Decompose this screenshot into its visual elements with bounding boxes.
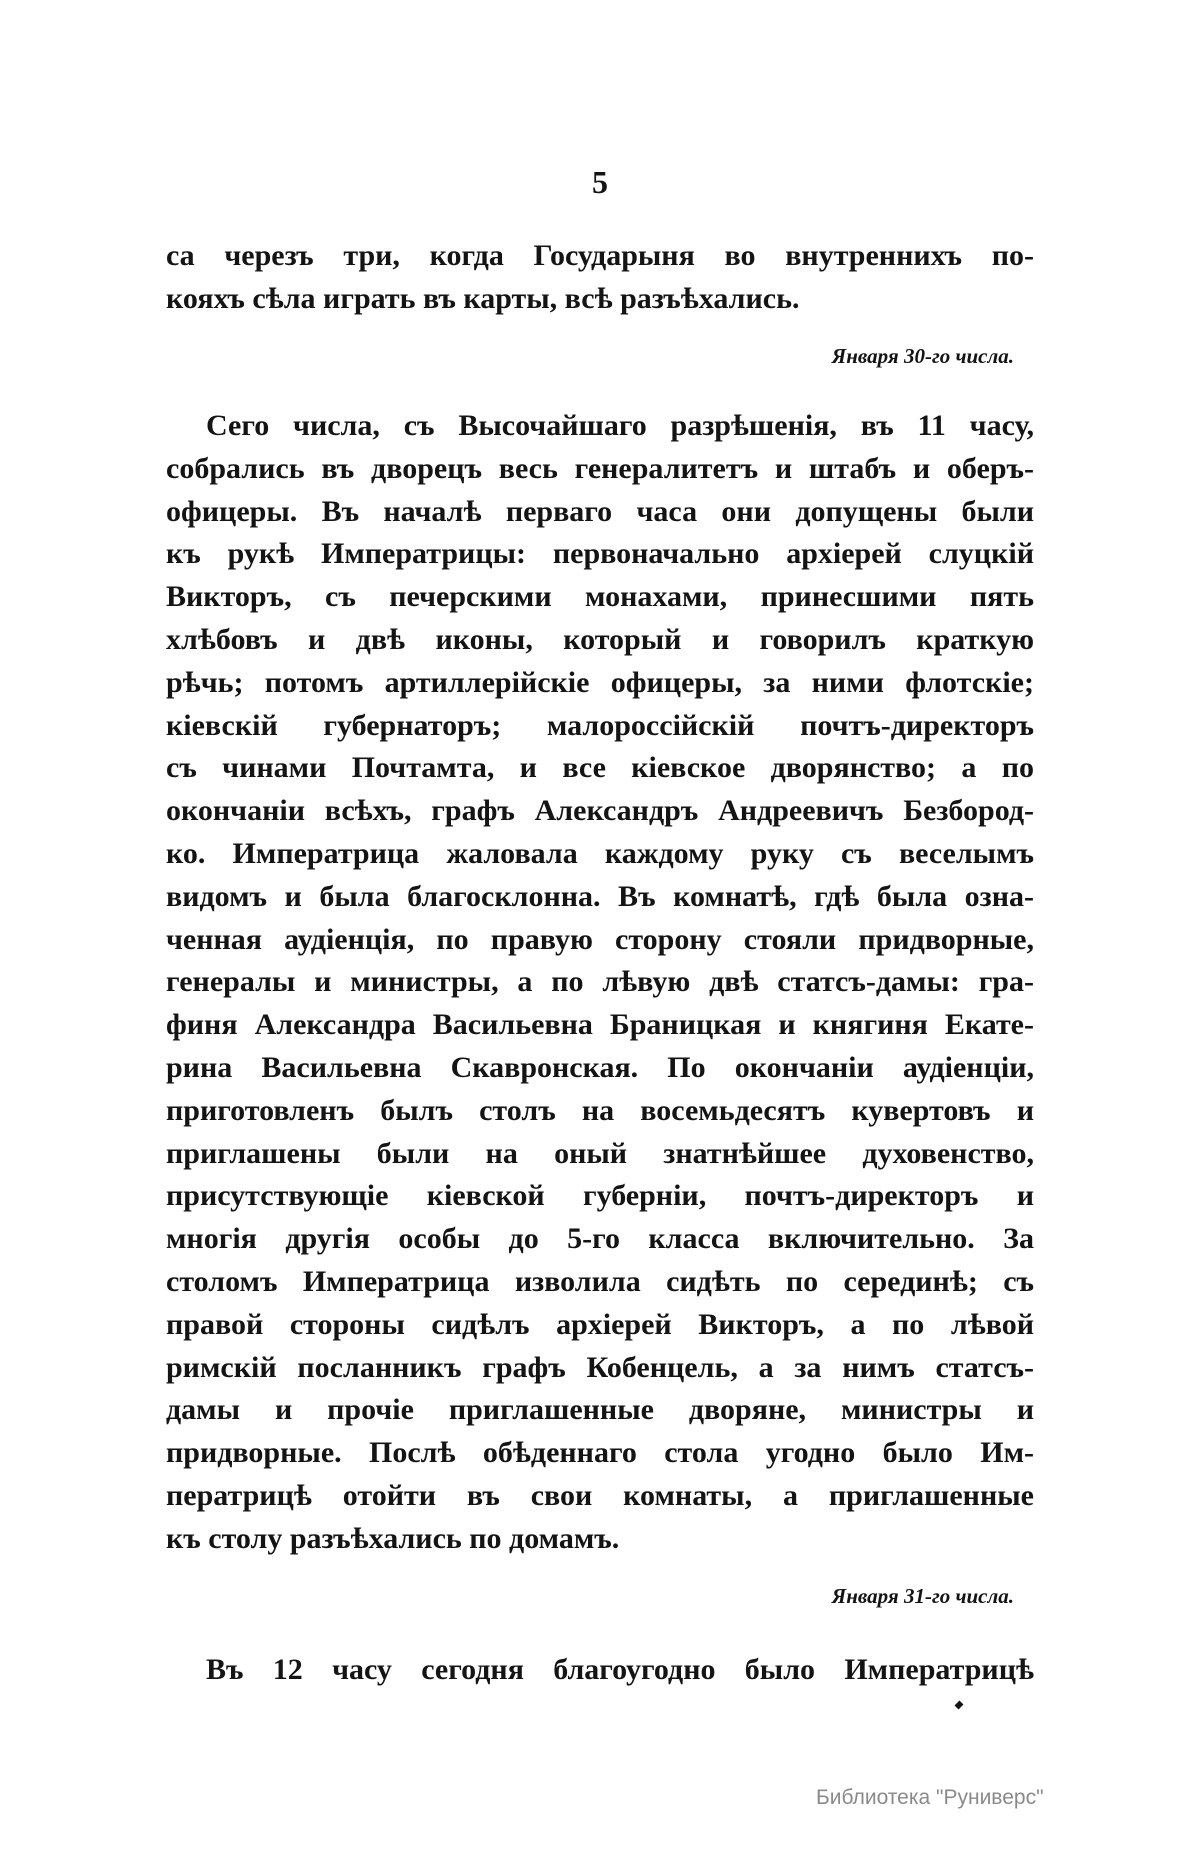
date-heading: Января 31-го числа. — [831, 1584, 1014, 1608]
final-paragraph — [166, 1649, 1034, 1692]
text-line: придворные. Послѣ обѣденнаго стола угодно было Им- — [166, 1436, 1034, 1470]
text-line: Викторъ, съ печерскими монахами, принесшими пять — [166, 580, 1034, 614]
text-line: ченная аудіенція, по правую сторону стояли придворные, — [166, 922, 1034, 956]
text-line: са черезъ три, когда Государыня во внутреннихъ по- — [166, 239, 1034, 272]
text-line: римскій посланникъ графъ Кобенцель, а за нимъ статсъ- — [166, 1350, 1034, 1384]
text-line: офицеры. Въ началѣ перваго часа они допущены были — [166, 494, 1034, 528]
text-line: собрались въ дворецъ весь генералитетъ и штабъ и оберъ- — [166, 451, 1034, 485]
intro-text — [166, 235, 1034, 321]
text-line: хлѣбовъ и двѣ иконы, который и говорилъ краткую — [166, 622, 1034, 656]
text-line: видомъ и была благосклонна. Въ комнатѣ, гдѣ была озна- — [166, 879, 1034, 913]
text-line: финя Александра Васильевна Браницкая и княгиня Екате- — [166, 1008, 1034, 1042]
text-line: окончаніи всѣхъ, графъ Александръ Андреевичъ Безбород- — [166, 794, 1034, 828]
page-number: 5 — [592, 164, 608, 200]
text-line: приготовленъ былъ столъ на восемьдесятъ кувертовъ и — [166, 1093, 1034, 1127]
text-line: дамы и прочіе приглашенные дворяне, министры и — [166, 1393, 1034, 1427]
text-line: столомъ Императрица изволила сидѣть по серединѣ; съ — [166, 1264, 1034, 1298]
text-line: рѣчь; потомъ артиллерійскіе офицеры, за ними флотскіе; — [166, 665, 1034, 699]
date-heading: Января 30-го числа. — [831, 344, 1014, 368]
text-line: рина Васильевна Скавронская. По окончаніи аудіенціи, — [166, 1050, 1034, 1084]
print-mark — [955, 1701, 964, 1710]
text-line: присутствующіе кіевской губерніи, почтъ-директоръ и — [166, 1179, 1034, 1213]
text-line: Въ 12 часу сегодня благоугодно было Императрицѣ — [206, 1653, 1034, 1686]
text-line: ператрицѣ отойти въ свои комнаты, а приглашенные — [166, 1478, 1034, 1512]
library-watermark: Библиотека "Руниверс" — [816, 1786, 1044, 1809]
text-line: Сего числа, съ Высочайшаго разрѣшенія, въ 11 часу, — [206, 409, 1034, 442]
text-line: съ чинами Почтамта, и все кіевское дворянство; а по — [166, 751, 1034, 785]
text-line: кіевскій губернаторъ; малороссійскій почтъ-директоръ — [166, 708, 1034, 742]
text-line: кояхъ сѣла играть въ карты, всѣ разъѣхались. — [166, 281, 800, 315]
main-paragraph — [166, 405, 1034, 1561]
text-line: къ рукѣ Императрицы: первоначально архіерей слуцкій — [166, 537, 1034, 571]
text-line: правой стороны сидѣлъ архіерей Викторъ, а по лѣвой — [166, 1307, 1034, 1341]
text-line: многія другія особы до 5-го класса включительно. За — [166, 1222, 1034, 1256]
text-line: ко. Императрица жаловала каждому руку съ веселымъ — [166, 836, 1034, 870]
text-line: приглашены были на оный знатнѣйшее духовенство, — [166, 1136, 1034, 1170]
text-line: генералы и министры, а по лѣвую двѣ статсъ-дамы: гра- — [166, 965, 1034, 999]
text-line: къ столу разъѣхались по домамъ. — [166, 1521, 620, 1555]
